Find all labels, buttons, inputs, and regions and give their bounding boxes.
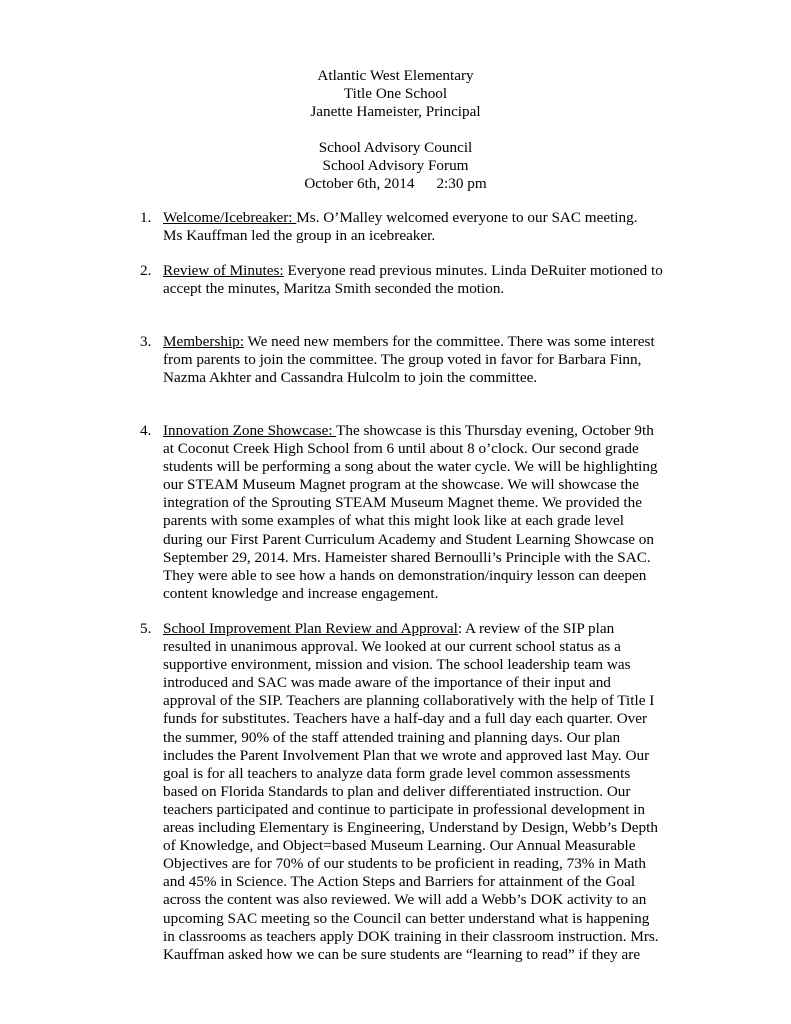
agenda-item-review-of-minutes [140, 262, 680, 298]
agenda-item-innovation-zone-showcase [140, 422, 680, 603]
agenda-item-body [163, 620, 680, 964]
agenda-item-number: 2. [140, 262, 152, 279]
agenda-item-text: Ms. O’Malley welcomed everyone to our SAC meeting. Ms Kauffman led the group in an icebreaker. [163, 209, 638, 245]
agenda-item-body [163, 209, 680, 245]
agenda-item-heading: Welcome/Icebreaker: [163, 209, 297, 226]
document-header [0, 67, 791, 194]
agenda-item-body [163, 262, 680, 298]
agenda-item-number: 1. [140, 209, 152, 226]
principal-name: Janette Hameister, Principal [310, 103, 481, 121]
agenda-item-school-improvement-plan [140, 620, 680, 964]
agenda-item-text: We need new members for the committee. There was some interest from parents to join the committee. The group voted in favor for Barbara Finn, Nazma Akhter and Cassandra Hulcolm to join the committee. [163, 333, 655, 387]
agenda-item-number: 4. [140, 422, 152, 439]
meeting-date: October 6th, 2014 [304, 175, 415, 193]
agenda-item-heading: Review of Minutes: [163, 262, 284, 279]
council-name: School Advisory Council [318, 139, 473, 157]
agenda-item-text: Everyone read previous minutes. Linda DeRuiter motioned to accept the minutes, Maritza Smith seconded the motion. [163, 262, 663, 298]
meeting-date-time [0, 175, 791, 193]
meeting-time: 2:30 pm [436, 175, 487, 193]
school-name: Atlantic West Elementary [317, 67, 474, 84]
school-designation: Title One School [343, 85, 448, 103]
agenda-item-body [163, 422, 680, 603]
forum-name: School Advisory Forum [322, 157, 469, 175]
agenda-item-body [163, 333, 680, 387]
header-spacer [0, 121, 791, 139]
agenda-item-heading: Innovation Zone Showcase: [163, 422, 337, 439]
agenda-item-number: 3. [140, 333, 152, 350]
agenda-item-heading: School Improvement Plan Review and Approval [163, 620, 458, 637]
agenda-item-text: The showcase is this Thursday evening, October 9th at Coconut Creek High School from 6 until about 8 o’clock. Our second grade students will be performing a song about the water cycle. We will be highlighting our STEAM Museum Magnet program at the showcase. We will showcase the integration of the Sprouting STEAM Museum Magnet theme. We provided the parents with some examples of what this might look like at each grade level during our First Parent Curriculum Academy and Student Learning Showcase on September 29, 2014. Mrs. Hameister shared Bernoulli’s Principle with the SAC. They were able to see how a hands on demonstration/inquiry lesson can deepen content knowledge and increase engagement. [163, 422, 658, 602]
agenda-item-welcome [140, 209, 680, 245]
agenda-item-membership [140, 333, 680, 387]
agenda-item-number: 5. [140, 620, 152, 637]
agenda-item-heading: Membership: [163, 333, 244, 350]
agenda-item-text: : A review of the SIP plan resulted in unanimous approval. We looked at our current school status as a supportive environment, mission and vision. The school leadership team was introduced and SAC was made aware of the importance of their input and approval of the SIP. Teachers are planning collaboratively with the help of Title I funds for substitutes. Teachers have a half-day and a full day each quarter. Over the summer, 90% of the staff attended training and planning days. Our plan includes the Parent Involvement Plan that we wrote and approved last May. Our goal is for all teachers to analyze data form grade level common assessments based on Florida Standards to plan and deliver differentiated instruction. Our teachers participated and continue to participate in professional development in areas including Elementary is Engineering, Understand by Design, Webb’s Depth of Knowledge, and Object=based Museum Learning. Our Annual Measurable Objectives are for 70% of our students to be proficient in reading, 73% in Math and 45% in Science. The Action Steps and Barriers for attainment of the Goal across the content was also reviewed. We will add a Webb’s DOK activity to an upcoming SAC meeting so the Council can better understand what is happening in classrooms as teachers apply DOK training in their classroom instruction. Mrs. Kauffman asked how we can be sure students are “learning to read” if they are [163, 620, 659, 963]
